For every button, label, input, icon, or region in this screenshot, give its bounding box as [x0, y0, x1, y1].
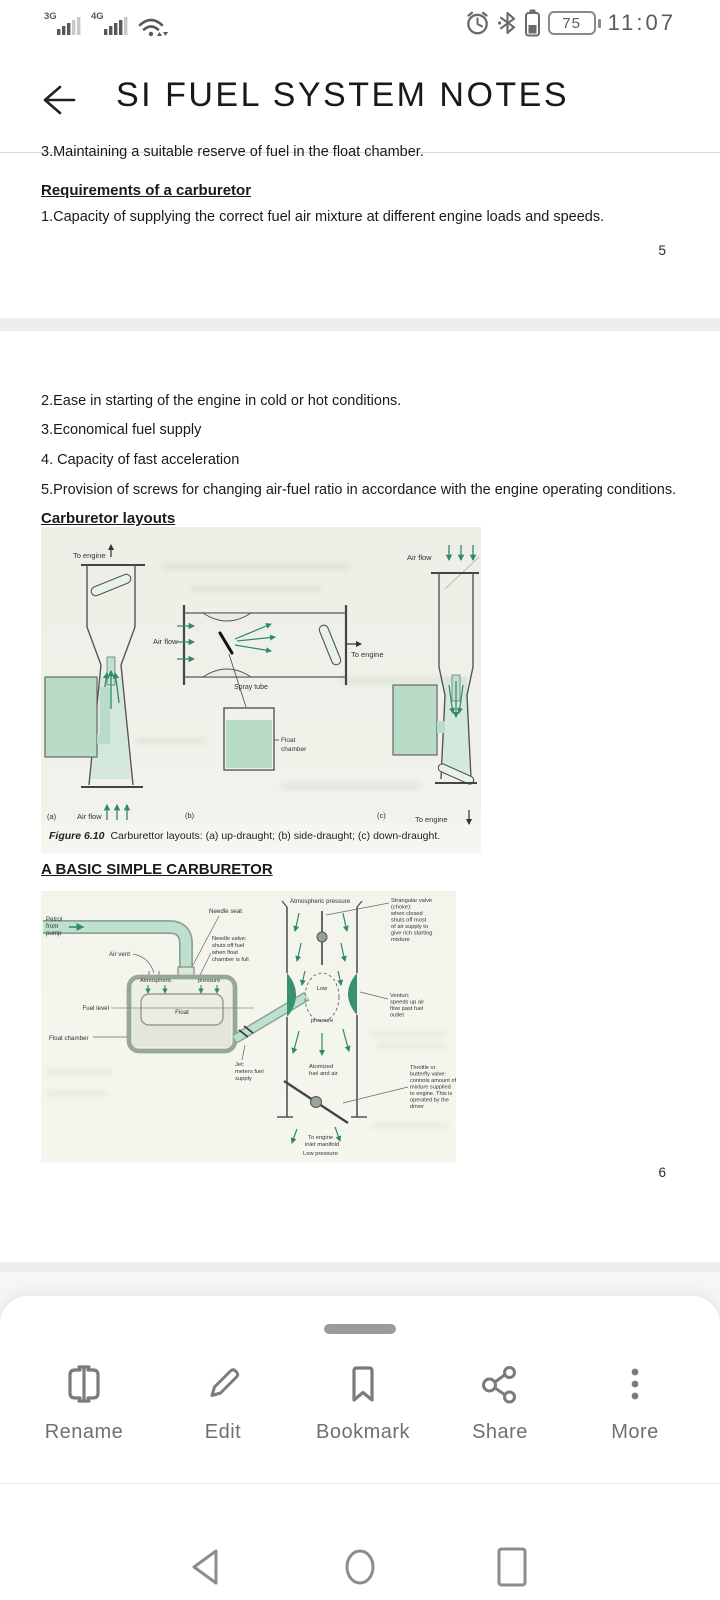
nav-back-icon: [187, 1546, 223, 1588]
figure-basic-carburetor-drawing: [41, 891, 456, 1163]
fig1-air-flow-a: Air flow: [77, 812, 102, 821]
fig2-throttle-3: controls amount of: [410, 1078, 457, 1084]
network-3g-label: 3G: [44, 11, 57, 22]
fig2-atomized-1: Atomized: [309, 1064, 334, 1070]
back-arrow-icon: [38, 82, 78, 118]
fig2-venturi-2: speeds up air: [390, 999, 425, 1006]
fig2-throttle-7: driver: [410, 1104, 424, 1110]
fig2-strangular-1: Strangular valve: [391, 898, 433, 904]
sheet-drag-handle[interactable]: [324, 1324, 396, 1334]
fig2-throttle-5: to engine. This is: [410, 1091, 453, 1097]
bookmark-button[interactable]: [308, 1362, 418, 1444]
nav-home-button[interactable]: [332, 1539, 388, 1595]
bookmark-icon: [341, 1362, 385, 1406]
requirement-item-3: 3.Economical fuel supply: [41, 422, 202, 438]
requirement-item-4: 4. Capacity of fast acceleration: [41, 452, 240, 468]
requirement-item-2: 2.Ease in starting of the engine in cold or hot conditions.: [41, 393, 402, 409]
clipped-text: 3.Maintaining a suitable reserve of fuel in the float chamber.: [41, 144, 424, 160]
page-separator-2: [0, 1262, 720, 1272]
fig2-needle-valve-1: Needle valve:: [212, 936, 247, 942]
fig1-to-engine-a: To engine: [73, 551, 106, 560]
fig1-air-flow-c: Air flow: [407, 553, 432, 562]
figure-6-10-caption-label: Figure 6.10: [49, 830, 105, 842]
edit-button[interactable]: [168, 1362, 278, 1444]
fig2-throttle-1: Throttle or: [410, 1065, 436, 1071]
fig2-atmospheric: Atmospheric: [140, 978, 172, 984]
more-label: More: [611, 1421, 659, 1443]
fig1-sub-b: (b): [185, 811, 195, 820]
fig1-air-flow-b: Air flow: [153, 637, 178, 646]
fig2-jet-2: meters fuel: [235, 1069, 264, 1075]
fig1-sub-a: (a): [47, 812, 57, 821]
requirement-item-1: 1.Capacity of supplying the correct fuel air mixture at different engine loads and speeds.: [41, 209, 605, 225]
fig2-throttle-4: mixture supplied: [410, 1084, 451, 1091]
page-number-6: 6: [658, 1165, 666, 1180]
figure-6-10: [41, 527, 481, 853]
fig2-petrol-1: Petrol: [46, 916, 63, 923]
clock-time: 11:07: [607, 10, 676, 35]
bluetooth-icon: [498, 9, 517, 37]
fig2-needle-valve-3: when float: [212, 950, 238, 956]
status-left-cluster: [44, 8, 194, 43]
fig1-spray-tube: Spray tube: [234, 684, 268, 691]
fig2-to-engine: To engine: [308, 1135, 334, 1141]
fig2-strangular-4: shuts off most: [391, 917, 427, 924]
fig2-strangular-5: of air supply to: [391, 924, 428, 930]
battery-icon: [524, 9, 541, 37]
fig2-strangular-3: when closed: [391, 911, 423, 917]
fig2-jet-1: Jet:: [235, 1062, 245, 1068]
nav-back-button[interactable]: [177, 1539, 233, 1595]
more-icon: [613, 1362, 657, 1406]
network-4g-label: 4G: [91, 11, 104, 22]
fig2-needle-seat: Needle seat: [209, 908, 243, 915]
back-button[interactable]: [38, 82, 78, 118]
figure-6-10-drawing: [41, 527, 481, 853]
alarm-icon: [464, 9, 491, 37]
nav-home-icon: [340, 1544, 380, 1590]
figure-6-10-caption-text: Carburettor layouts: (a) up-draught; (b) side-draught; (c) down-draught.: [110, 830, 441, 842]
fig2-venturi-1: Venturi:: [390, 993, 410, 999]
figure-6-10-caption: [49, 830, 440, 842]
rename-button[interactable]: [29, 1362, 139, 1444]
heading-basic-carburetor: A BASIC SIMPLE CARBURETOR: [41, 861, 273, 878]
battery-badge-nub: [598, 19, 601, 28]
fig2-inlet-manifold: inlet manifold: [305, 1142, 340, 1148]
fig2-pressure: pressure: [198, 978, 221, 984]
edit-icon: [201, 1362, 245, 1406]
fig2-venturi-3: flow past fuel: [390, 1006, 424, 1012]
fig2-atmospheric-pressure: Atmospheric pressure: [290, 898, 351, 905]
more-button[interactable]: [580, 1362, 690, 1444]
status-right-cluster: [464, 9, 676, 37]
edit-label: Edit: [204, 1421, 242, 1443]
fig2-air-vent: Air vent: [109, 951, 130, 958]
fig2-needle-valve-4: chamber is full: [212, 957, 249, 963]
nav-recents-button[interactable]: [484, 1539, 540, 1595]
rename-icon: [62, 1362, 106, 1406]
wifi-icon: [140, 20, 168, 36]
share-icon: [478, 1362, 522, 1406]
rename-label: Rename: [44, 1421, 124, 1443]
fig2-fuel-level: Fuel level: [82, 1005, 109, 1012]
fig2-petrol-3: pump: [46, 930, 62, 937]
heading-carburetor-layouts: Carburetor layouts: [41, 510, 176, 527]
signal-wifi-icons: [44, 8, 194, 38]
battery-percent-value: 75: [548, 11, 596, 35]
fig2-strangular-7: mixture: [391, 937, 410, 943]
clipped-text-line: [41, 144, 700, 166]
fig2-low: Low: [316, 986, 328, 992]
bottom-action-sheet: [0, 1296, 720, 1600]
requirement-item-5: 5.Provision of screws for changing air-fuel ratio in accordance with the engine operating conditions.: [41, 482, 677, 498]
page-number-5: 5: [658, 243, 666, 258]
fig2-float: Float: [175, 1009, 189, 1016]
nav-recents-icon: [494, 1545, 530, 1589]
heading-requirements: Requirements of a carburetor: [41, 182, 252, 199]
fig2-atomized-2: fuel and air: [309, 1071, 338, 1077]
fig1-sub-c: (c): [377, 811, 386, 820]
fig1-float-chamber-2: chamber: [281, 746, 307, 753]
app-header: [0, 60, 720, 140]
fig2-jet-3: supply: [235, 1076, 252, 1082]
fig2-low-pressure-oval: pressure: [310, 1018, 334, 1024]
fig2-float-chamber: Float chamber: [49, 1035, 89, 1042]
fig2-throttle-6: operated by the: [410, 1097, 449, 1104]
bookmark-label: Bookmark: [315, 1421, 411, 1443]
fig1-float-chamber-1: Float: [281, 737, 296, 744]
fig2-strangular-2: (choke):: [391, 904, 412, 911]
fig2-throttle-2: butterfly valve:: [410, 1071, 447, 1078]
fig1-to-engine-c: To engine: [415, 815, 448, 824]
status-bar: [0, 0, 720, 44]
fig2-venturi-4: outlet: [390, 1012, 404, 1019]
fig2-low-pressure: Low pressure: [303, 1151, 338, 1157]
document-title: SI FUEL SYSTEM NOTES: [116, 76, 570, 114]
share-label: Share: [472, 1421, 528, 1443]
fig2-petrol-2: from: [46, 923, 59, 930]
page-separator-1: [0, 318, 720, 331]
fig1-to-engine-b: To engine: [351, 650, 384, 659]
navbar-divider: [0, 1483, 720, 1484]
fig2-strangular-6: give rich starting: [391, 930, 433, 937]
battery-percent-badge: [548, 11, 601, 35]
share-button[interactable]: [445, 1362, 555, 1444]
fig2-needle-valve-2: shuts off fuel: [212, 943, 245, 949]
figure-basic-carburetor: [41, 891, 456, 1163]
